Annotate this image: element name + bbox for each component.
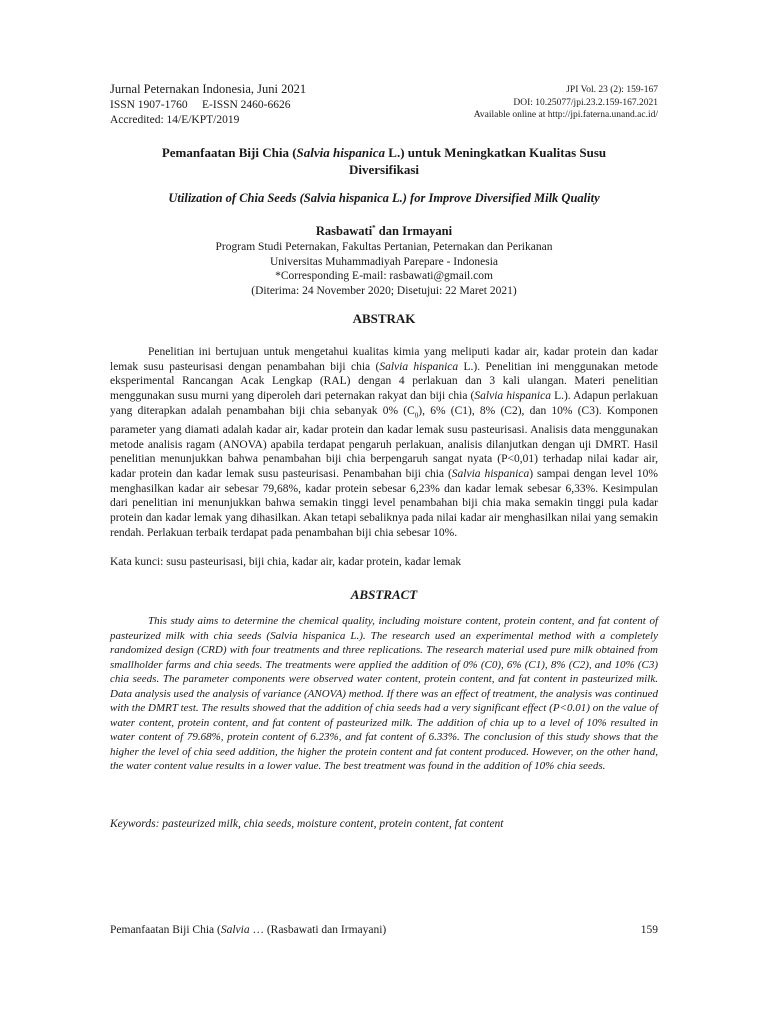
journal-info bbox=[110, 82, 306, 129]
journal-name: Jurnal Peternakan Indonesia, Juni 2021 bbox=[110, 82, 307, 96]
abstrak-heading: ABSTRAK bbox=[352, 311, 416, 326]
corresponding-email: *Corresponding E-mail: rasbawati@gmail.com bbox=[275, 270, 493, 282]
authors: Rasbawati* dan Irmayani bbox=[315, 224, 453, 239]
abstrak-body: Penelitian ini bertujuan untuk mengetahui kualitas kimia yang meliputi kadar air, kadar protein dan kadar lemak susu pasteurisasi dengan penambahan biji chia (Salvia hispanica L.). Penelitian ini menggunakan metode eksperimental Rancangan Acak Lengkap (RAL) dengan 4 perlakuan dan 3 kali ulangan. Materi penelitian menggunakan susu murni yang diperoleh dari peternakan rakyat dan biji chia (Salvia hispanica L.). Adapun perlakuan yang diterapkan adalah penambahan biji chia sebanyak 0% $(C_0)$, 6% (C1), 8% (C2), dan 10% (C3). Komponen parameter yang diamati adalah kadar air, kadar protein dan kadar lemak susu pasteurisasi. Analisis data menggunakan metode analisis ragam (ANOVA) apabila terdapat pengaruh perlakuan, analisis dilanjutkan dengan uji DMRT. Hasil penelitian menunjukkan bahwa penambahan biji chia berpengaruh sangat nyata (P<0,01) terhadap nilai kadar air, kadar protein dan kadar lemak susu pasteurisasi. Penambahan biji chia (Salvia hispanica) sampai dengan level 10% menghasilkan kadar air sebesar 79,68%, kadar protein sebesar 6,23% dan kadar lemak sebesar 6,33%. Kesimpulan dari penelitian ini menunjukkan bahwa semakin tinggi level penambahan biji chia maka semakin tinggi pula kadar protein dan kadar lemak yang dihasilkan. Akan tetapi sebaliknya pada nilai kadar air menghasilkan nilai yang semakin rendah. Perlakuan terbaik terdapat pada penambahan biji chia sebesar 10%. bbox=[110, 346, 659, 539]
doi[interactable]: DOI: 10.25077/jpi.23.2.159-167.2021 bbox=[513, 97, 658, 108]
abstract-heading: ABSTRACT bbox=[350, 587, 418, 602]
available-online[interactable]: Available online at http://jpi.faterna.unand.ac.id/ bbox=[473, 110, 658, 120]
page-footer bbox=[110, 924, 658, 936]
issn: ISSN 1907-1760 E-ISSN 2460-6626 bbox=[110, 98, 291, 111]
abstract-body: This study aims to determine the chemical quality, including moisture content, protein content, and fat content of pasteurized milk with chia seeds (Salvia hispanica L.). The research used an experimental method with a completely randomized design (CRD) with four treatments and three replications. The research material used pure milk obtained from smallholder farms and chia seeds. The treatments were applied the addition of 0% (C0), 6% (C1), 8% (C2), and 10% (C3) chia seeds. The parameter components were observed water content, protein content, and fat content in pasteurized milk. Data analysis used the analysis of variance (ANOVA) method. If there was an effect of treatment, the analysis was continued with the DMRT test. The results showed that the addition of chia seeds had a very significant effect (P<0.01) on the value of water content, protein content, and fat content of pasteurized milk. The addition of chia up to a level of 10% resulted in water content of 79.68%, protein content of 6.23%, and fat content of 6.33%. The conclusion of this study shows that the higher the level of chia seed addition, the higher the protein content and fat content produced. However, on the other hand, the water content value results in a lower value. The best treatment was found in the addition of 10% chia seeds. bbox=[110, 615, 658, 772]
keywords: Keywords: pasteurized milk, chia seeds, moisture content, protein content, fat content bbox=[110, 818, 504, 830]
affiliation: Program Studi Peternakan, Fakultas Pertanian, Peternakan dan Perikanan Universitas Muhammadiyah Parepare - Indonesia *Corresponding E-mail: rasbawati@gmail.com (Diterima: 24 November 2020; Disetujui: 22 Maret 2021) bbox=[110, 240, 658, 298]
page-number: 159 bbox=[640, 924, 658, 936]
title-english: Utilization of Chia Seeds (Salvia hispanica L.) for Improve Diversified Milk Quality bbox=[168, 191, 600, 205]
title-indonesian: Pemanfaatan Biji Chia (Salvia hispanica L.) untuk Meningkatkan Kualitas Susu Diversifikasi bbox=[161, 145, 607, 177]
running-title: Pemanfaatan Biji Chia (Salvia … (Rasbawati dan Irmayani) bbox=[110, 924, 387, 936]
volume-info bbox=[474, 84, 658, 122]
accreditation: Accredited: 14/E/KPT/2019 bbox=[110, 114, 240, 126]
received-accepted-dates: (Diterima: 24 November 2020; Disetujui: 22 Maret 2021) bbox=[251, 284, 517, 297]
kata-kunci: Kata kunci: susu pasteurisasi, biji chia, kadar air, kadar protein, kadar lemak bbox=[110, 556, 462, 568]
volume: JPI Vol. 23 (2): 159-167 bbox=[566, 85, 658, 95]
